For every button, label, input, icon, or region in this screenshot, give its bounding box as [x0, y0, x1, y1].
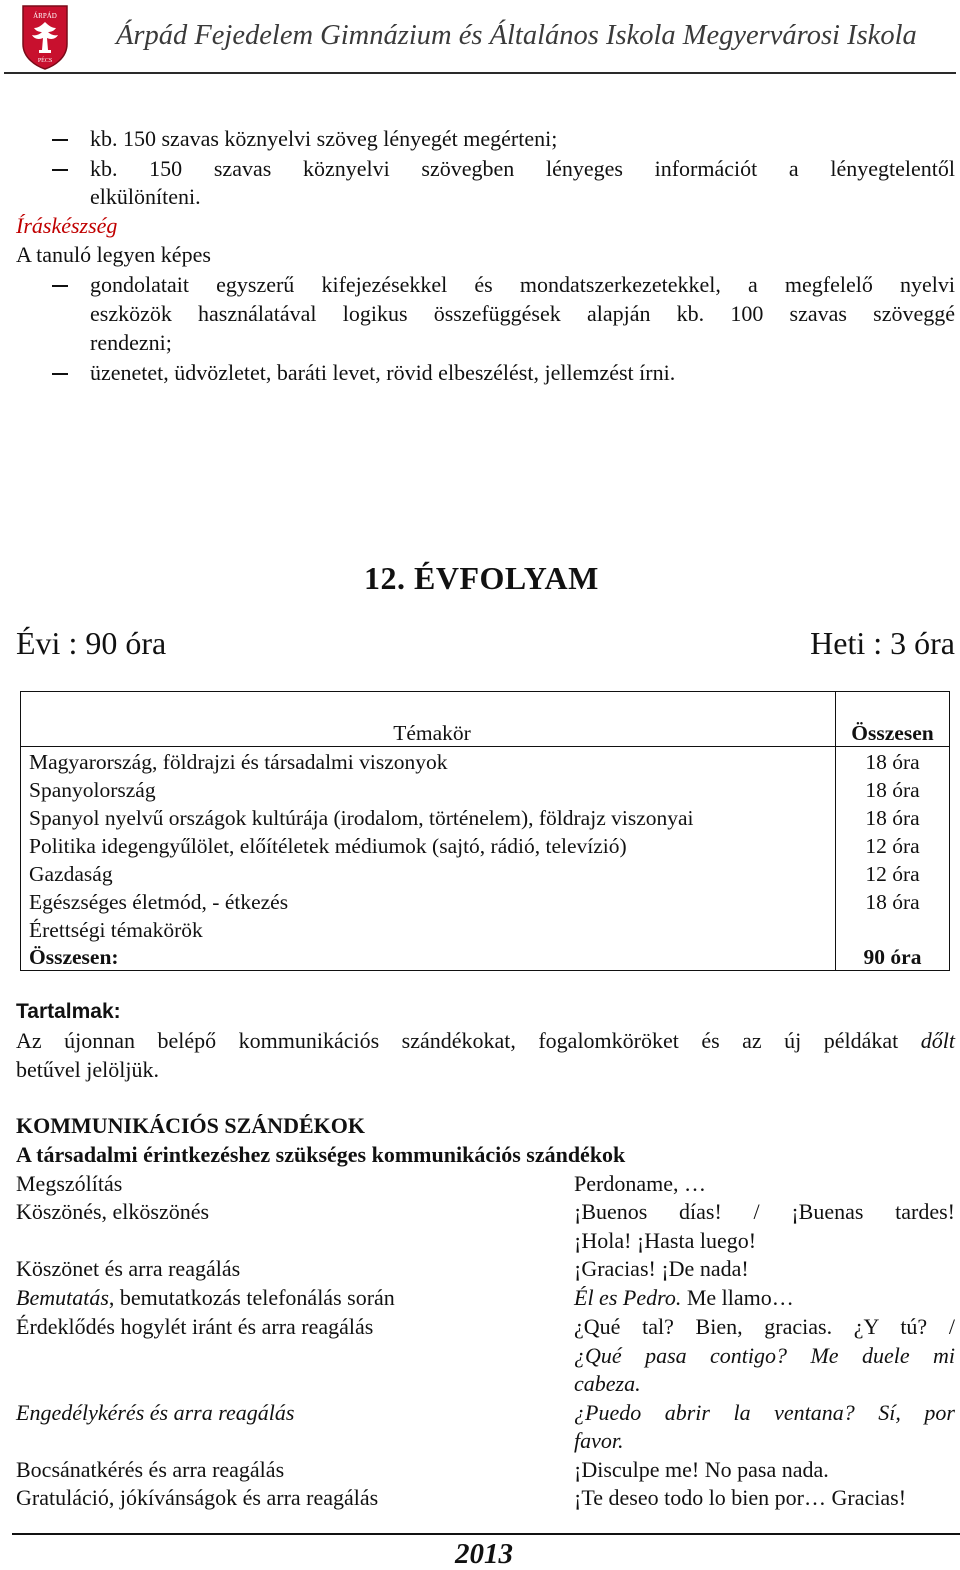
intent-label: Bocsánatkérés és arra reagálás	[16, 1457, 285, 1482]
row-hours: 18 óra	[836, 803, 950, 831]
intents-heading: KOMMUNIKÁCIÓS SZÁNDÉKOK	[16, 1113, 365, 1138]
row-hours: 18 óra	[836, 747, 950, 775]
reading-item-2-line-2: elkülöníteni.	[90, 184, 201, 209]
table-row	[21, 859, 950, 887]
row-topic: Spanyol nyelvű országok kultúrája (irodalom, történelem), földrajz viszonyai	[21, 803, 836, 831]
school-logo	[20, 4, 70, 70]
content-line-1	[16, 1028, 955, 1054]
footer-divider	[12, 1533, 960, 1535]
intent-example: ¡Disculpe me! No pasa nada.	[574, 1457, 829, 1482]
intent-label: Megszólítás	[16, 1171, 123, 1196]
row-topic: Egészséges életmód, - étkezés	[21, 887, 836, 915]
intent-label: Köszönés, elköszönés	[16, 1199, 210, 1224]
bullet-dash	[52, 285, 68, 287]
writing-item-2: üzenetet, üdvözletet, baráti levet, rövid elbeszélést, jellemzést írni.	[90, 360, 676, 385]
school-name: Árpád Fejedelem Gimnázium és Általános Iskola Megyervárosi Iskola	[116, 20, 917, 51]
intents-subheading: A társadalmi érintkezéshez szükséges kommunikációs szándékok	[16, 1142, 626, 1167]
row-topic: Érettségi témakörök	[21, 915, 836, 943]
intent-example: ¡Gracias! ¡De nada!	[574, 1256, 749, 1281]
intent-example: cabeza.	[574, 1371, 641, 1396]
bullet-dash	[52, 139, 68, 141]
table-row	[21, 803, 950, 831]
table-sum-row	[21, 943, 950, 971]
header-divider	[4, 72, 956, 74]
bullet-dash	[52, 169, 68, 171]
footer-year: 2013	[455, 1538, 513, 1570]
header-topic: Témakör	[21, 692, 836, 747]
writing-item-1-line-1: gondolatait egyszerű kifejezésekkel és mondatszerkezetekkel, a megfelelő nyelvi	[90, 272, 955, 297]
header-total: Összesen	[836, 692, 950, 747]
intent-label-rest: , bemutatkozás telefonálás során	[108, 1285, 395, 1310]
intent-example: favor.	[574, 1428, 624, 1453]
intent-example: ¿Puedo abrir la ventana? Sí, por	[574, 1400, 955, 1425]
table-row	[21, 775, 950, 803]
intent-example-italic: Él es Pedro.	[574, 1285, 682, 1310]
sum-value: 90 óra	[836, 943, 950, 971]
table-header-row	[21, 692, 950, 747]
intent-example: ¿Qué tal? Bien, gracias. ¿Y tú? /	[574, 1314, 955, 1339]
writing-item-1-line-2: eszközök használatával logikus összefüggések alapján kb. 100 szavas szöveggé	[90, 301, 955, 326]
row-hours	[836, 915, 950, 943]
grade-title: 12. ÉVFOLYAM	[364, 560, 599, 596]
intent-example	[574, 1285, 794, 1311]
table-row	[21, 915, 950, 943]
intent-label: Érdeklődés hogylét iránt és arra reagálás	[16, 1314, 374, 1339]
row-topic: Magyarország, földrajzi és társadalmi viszonyok	[21, 747, 836, 775]
intent-example: ¡Te deseo todo lo bien por… Gracias!	[574, 1485, 907, 1510]
row-topic: Gazdaság	[21, 859, 836, 887]
content-line-2: betűvel jelöljük.	[16, 1057, 159, 1082]
page-header	[0, 0, 960, 75]
intent-example: ¡Buenos días! / ¡Buenas tardes!	[574, 1199, 955, 1224]
row-hours: 18 óra	[836, 887, 950, 915]
writing-heading: Íráskészség	[16, 213, 118, 238]
reading-item-2-line-1: kb. 150 szavas köznyelvi szövegben lényeges információt a lényegtelentől	[90, 156, 955, 181]
topics-table	[20, 691, 950, 971]
row-hours: 18 óra	[836, 775, 950, 803]
content-italic-word: dőlt	[920, 1028, 955, 1053]
intent-label: Engedélykérés és arra reagálás	[16, 1400, 295, 1425]
logo-text-bottom: PÉCS	[37, 58, 53, 64]
bullet-dash	[52, 373, 68, 375]
intent-example: Perdoname, …	[574, 1171, 706, 1196]
weekly-hours: Heti : 3 óra	[810, 625, 955, 661]
content-line-1-text: Az újonnan belépő kommunikációs szándékokat, fogalomköröket és az új példákat	[16, 1028, 899, 1053]
logo-text-top: ÁRPÁD	[33, 12, 57, 20]
writing-intro: A tanuló legyen képes	[16, 242, 211, 267]
intent-label: Gratuláció, jókívánságok és arra reagálás	[16, 1485, 379, 1510]
intent-label	[16, 1285, 395, 1311]
yearly-hours: Évi : 90 óra	[16, 625, 167, 661]
table-row	[21, 887, 950, 915]
intent-example-rest: Me llamo…	[681, 1285, 794, 1310]
intent-label: Köszönet és arra reagálás	[16, 1256, 241, 1281]
intent-example: ¡Hola! ¡Hasta luego!	[574, 1228, 757, 1253]
table-row	[21, 831, 950, 859]
intent-example: ¿Qué pasa contigo? Me duele mi	[574, 1343, 955, 1368]
reading-item-1: kb. 150 szavas köznyelvi szöveg lényegét megérteni;	[90, 126, 558, 151]
table-row	[21, 747, 950, 775]
intent-label-italic: Bemutatás	[16, 1285, 109, 1310]
row-topic: Politika idegengyűlölet, előítéletek médiumok (sajtó, rádió, televízió)	[21, 831, 836, 859]
content-heading: Tartalmak:	[16, 1000, 121, 1023]
row-topic: Spanyolország	[21, 775, 836, 803]
writing-item-1-line-3: rendezni;	[90, 330, 172, 355]
sum-label: Összesen:	[21, 943, 836, 971]
row-hours: 12 óra	[836, 859, 950, 887]
row-hours: 12 óra	[836, 831, 950, 859]
